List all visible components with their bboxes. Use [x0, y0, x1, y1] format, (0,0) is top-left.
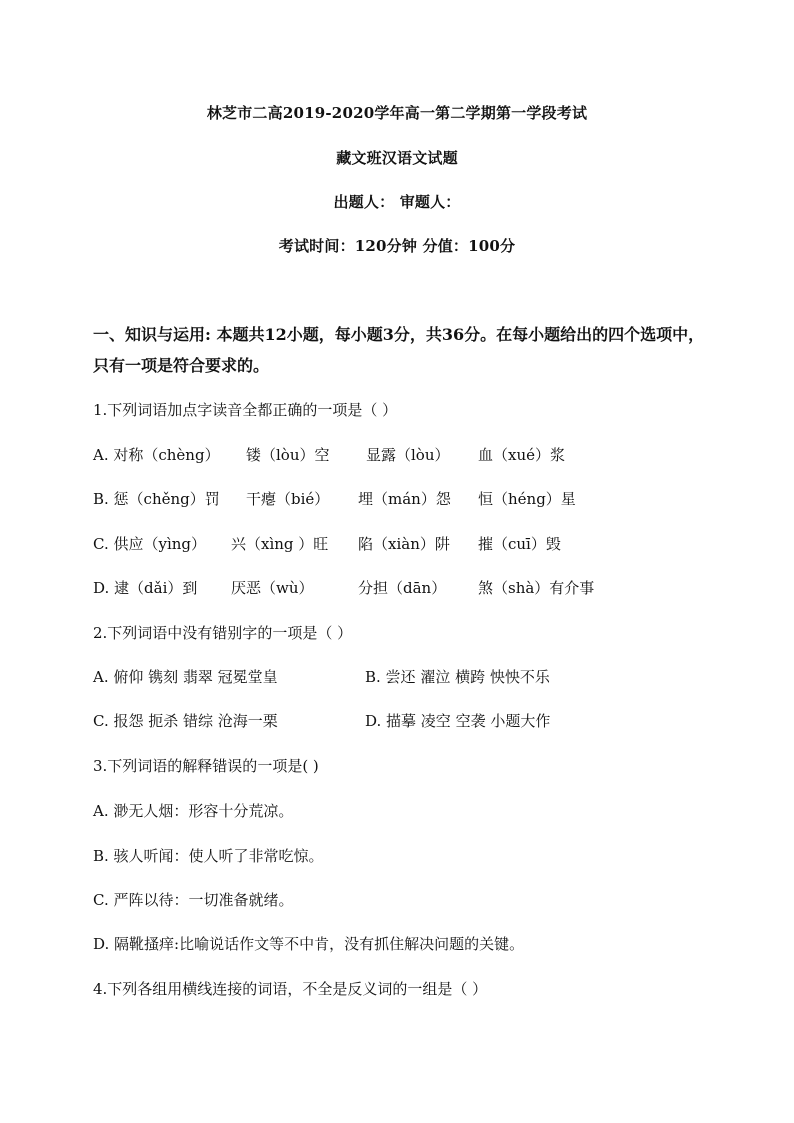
q3-option-a: A. 渺无人烟：形容十分荒凉。	[93, 802, 294, 820]
q1-c-4: 摧（cuī）毁	[478, 535, 561, 553]
q1-b-3: 埋（mán）怨	[358, 490, 451, 508]
q2-stem: 2.下列词语中没有错别字的一项是（ ）	[93, 624, 353, 642]
exam-authors: 出题人： 审题人：	[333, 193, 461, 211]
q2-option-d: D. 描摹 凌空 空袭 小题大作	[365, 712, 551, 730]
q1-a-2: 镂（lòu）空	[246, 446, 330, 464]
section1-heading-line2: 只有一项是符合要求的。	[93, 356, 270, 375]
q1-c-2: 兴（xìng ）旺	[231, 535, 329, 553]
q1-a-1: A. 对称（chèng）	[93, 446, 220, 464]
q3-option-d: D. 隔靴搔痒:比喻说话作文等不中肯，没有抓住解决问题的关键。	[93, 935, 525, 953]
q3-option-b: B. 骇人听闻：使人听了非常吃惊。	[93, 847, 324, 865]
q1-stem: 1.下列词语加点字读音全都正确的一项是（ ）	[93, 401, 398, 419]
exam-title: 林芝市二高2019-2020学年高一第二学期第一学段考试	[206, 104, 588, 122]
q1-b-1: B. 惩（chěng）罚	[93, 490, 220, 508]
section1-heading-line1: 一、知识与运用: 本题共12小题，每小题3分，共36分。在每小题给出的四个选项中，	[93, 325, 705, 344]
q3-stem: 3.下列词语的解释错误的一项是( )	[93, 757, 319, 775]
q1-d-4: 煞（shà）有介事	[478, 579, 595, 597]
q4-stem: 4.下列各组用横线连接的词语，不全是反义词的一组是（ ）	[93, 980, 488, 998]
q1-a-3: 显露（lòu）	[366, 446, 450, 464]
q1-d-3: 分担（dān）	[358, 579, 447, 597]
exam-info: 考试时间：120分钟 分值：100分	[278, 237, 516, 255]
q2-option-c: C. 报怨 扼杀 错综 沧海一栗	[93, 712, 278, 730]
exam-subtitle: 藏文班汉语文试题	[336, 149, 458, 167]
q2-option-b: B. 尝还 濯泣 横跨 怏怏不乐	[365, 668, 550, 686]
q1-d-2: 厌恶（wù）	[231, 579, 314, 597]
q2-option-a: A. 俯仰 镌刻 翡翠 冠冕堂皇	[93, 668, 278, 686]
q1-c-3: 陷（xiàn）阱	[358, 535, 450, 553]
q1-b-4: 恒（héng）星	[478, 490, 576, 508]
q1-b-2: 干瘪（bié）	[246, 490, 330, 508]
q1-a-4: 血（xué）浆	[478, 446, 565, 464]
q1-d-1: D. 逮（dǎi）到	[93, 579, 198, 597]
q1-c-1: C. 供应（yìng）	[93, 535, 207, 553]
q3-option-c: C. 严阵以待：一切准备就绪。	[93, 891, 294, 909]
